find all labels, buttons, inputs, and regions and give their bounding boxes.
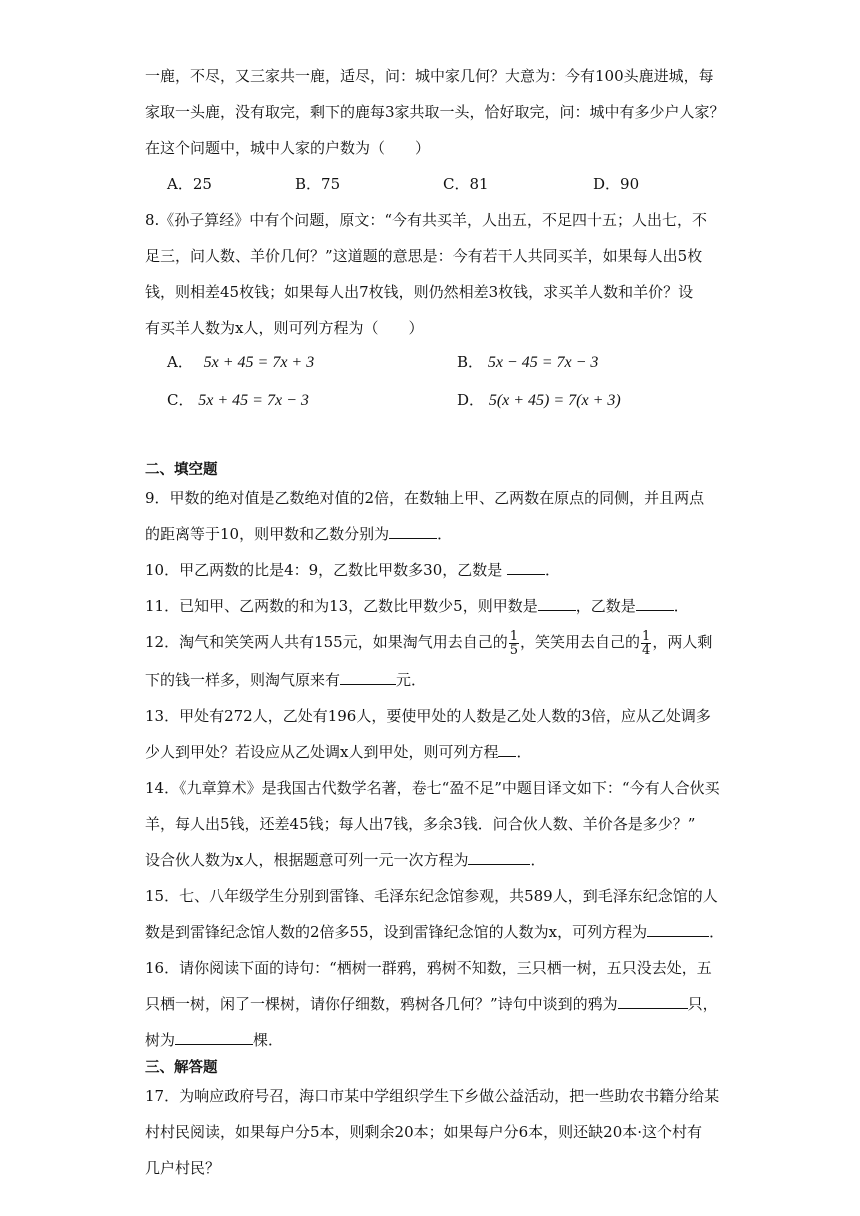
q15-text: 数是到雷锋纪念馆人数的2倍多55，设到雷锋纪念馆的人数为x，可列方程为 bbox=[145, 923, 648, 941]
q7-option-d: D．90 bbox=[593, 175, 640, 193]
q10-text: 10．甲乙两数的比是4：9，乙数比甲数多30，乙数是 bbox=[145, 561, 508, 579]
q8-line-2: 足三，问人数、羊价几何？”这道题的意思是：今有若干人共同买羊，如果每人出5枚 bbox=[145, 247, 703, 265]
q14-line-1: 14．《九章算术》是我国古代数学名著，卷七“盈不足”中题目译文如下：“今有人合伙买 bbox=[145, 779, 720, 797]
q15-end: ． bbox=[709, 923, 725, 941]
q14-end: ． bbox=[530, 851, 546, 869]
q11-mid: ，乙数是 bbox=[575, 597, 636, 615]
q10-answer-blank[interactable] bbox=[507, 560, 545, 575]
q8-line-4: 有买羊人数为x人，则可列方程为（ ） bbox=[145, 319, 424, 337]
q10-line bbox=[145, 560, 560, 580]
q8-line-1: 8.《孙子算经》中有个问题，原文：“今有共买羊，人出五，不足四十五；人出七，不 bbox=[145, 211, 707, 229]
q17-line-2: 村村民阅读，如果每户分5本，则剩余20本；如果每户分6本，则还缺20本·这个村有 bbox=[145, 1123, 703, 1141]
q16-line-1: 16．请你阅读下面的诗句：“栖树一群鸦，鸦树不知数，三只栖一树，五只没去处，五 bbox=[145, 959, 712, 977]
q9-end: ． bbox=[437, 525, 453, 543]
q12-fraction-1 bbox=[509, 630, 519, 657]
q16-line-3 bbox=[145, 1030, 283, 1050]
q12-line-2 bbox=[145, 670, 426, 690]
q14-answer-blank[interactable] bbox=[468, 850, 530, 865]
q9-answer-blank[interactable] bbox=[389, 524, 437, 539]
q8-option-a bbox=[167, 352, 314, 373]
q8-option-b-label: B． bbox=[457, 353, 484, 371]
q11-text: 11．已知甲、乙两数的和为13，乙数比甲数少5，则甲数是 bbox=[145, 597, 538, 615]
q7-line-3: 在这个问题中，城中人家的户数为（ ） bbox=[145, 139, 431, 157]
q8-option-c-formula: 5x + 45 = 7x − 3 bbox=[198, 392, 309, 409]
q8-option-b-formula: 5x − 45 = 7x − 3 bbox=[487, 354, 599, 371]
q12-text-a: 12．淘气和笑笑两人共有155元，如果淘气用去自己的 bbox=[145, 633, 508, 651]
q8-option-d bbox=[457, 390, 621, 411]
q12-fraction-2 bbox=[641, 630, 651, 657]
q10-end: ． bbox=[545, 561, 561, 579]
q12-text-d: 下的钱一样多，则淘气原来有 bbox=[145, 671, 341, 689]
q16-text-2: 树为 bbox=[145, 1031, 176, 1049]
section-answer-heading: 三、解答题 bbox=[145, 1060, 218, 1076]
q13-line-1: 13．甲处有272人，乙处有196人，要使甲处的人数是乙处人数的3倍，应从乙处调多 bbox=[145, 707, 711, 725]
q7-option-b: B．75 bbox=[295, 175, 341, 193]
q8-option-c-label: C． bbox=[167, 391, 194, 409]
q13-text: 少人到甲处？若设应从乙处调x人到甲处，则可列方程 bbox=[145, 743, 499, 761]
q17-line-3: 几户村民？ bbox=[145, 1159, 221, 1177]
q8-option-b bbox=[457, 352, 598, 373]
q7-option-a: A．25 bbox=[167, 175, 212, 193]
q16-line-2 bbox=[145, 994, 718, 1014]
q14-line-3 bbox=[145, 850, 545, 870]
q11-line bbox=[145, 596, 689, 616]
q8-option-a-label: A． bbox=[167, 353, 193, 371]
q15-line-1: 15．七、八年级学生分别到雷锋、毛泽东纪念馆参观，共589人，到毛泽东纪念馆的人 bbox=[145, 887, 718, 905]
section-fill-in-heading: 二、填空题 bbox=[145, 462, 218, 478]
q8-option-d-formula: 5(x + 45) = 7(x + 3) bbox=[488, 392, 621, 409]
q15-answer-blank[interactable] bbox=[647, 922, 709, 937]
q16-answer-blank-1[interactable] bbox=[618, 994, 688, 1009]
q8-line-3: 钱，则相差45枚钱；如果每人出7枚钱，则仍然相差3枚钱，求买羊人数和羊价？设 bbox=[145, 283, 694, 301]
q12-fraction-2-numerator: 1 bbox=[642, 628, 651, 644]
q12-fraction-1-denominator: 5 bbox=[509, 642, 519, 658]
q12-text-b: ，笑笑用去自己的 bbox=[520, 633, 641, 651]
q12-fraction-1-numerator: 1 bbox=[509, 628, 519, 644]
q8-option-d-label: D． bbox=[457, 391, 485, 409]
q11-answer-blank-2[interactable] bbox=[636, 596, 674, 611]
q13-line-2 bbox=[145, 742, 531, 762]
q16-mid: 只， bbox=[687, 995, 718, 1013]
q12-fraction-2-denominator: 4 bbox=[642, 642, 651, 658]
q7-line-2: 家取一头鹿，没有取完，剩下的鹿每3家共取一头，恰好取完，问：城中有多少户人家？ bbox=[145, 103, 725, 121]
q12-text-e: 元． bbox=[396, 671, 427, 689]
q12-text-c: ，两人剩 bbox=[652, 633, 713, 651]
q9-text: 的距离等于10，则甲数和乙数分别为 bbox=[145, 525, 390, 543]
q12-line-1 bbox=[145, 628, 712, 657]
q9-line-2 bbox=[145, 524, 452, 544]
q8-option-c bbox=[167, 390, 309, 411]
q13-answer-blank[interactable] bbox=[498, 742, 516, 757]
q14-line-2: 羊，每人出5钱，还差45钱；每人出7钱，多余3钱．问合伙人数、羊价各是多少？” bbox=[145, 815, 696, 833]
q7-option-c: C．81 bbox=[443, 175, 489, 193]
q16-answer-blank-2[interactable] bbox=[175, 1030, 253, 1045]
q9-line-1: 9．甲数的绝对值是乙数绝对值的2倍，在数轴上甲、乙两数在原点的同侧，并且两点 bbox=[145, 489, 705, 507]
q8-option-a-formula: 5x + 45 = 7x + 3 bbox=[203, 354, 315, 371]
q16-text: 只栖一树，闲了一棵树，请你仔细数，鸦树各几何？”诗句中谈到的鸦为 bbox=[145, 995, 618, 1013]
q15-line-2 bbox=[145, 922, 724, 942]
q11-answer-blank-1[interactable] bbox=[538, 596, 576, 611]
q16-end: 棵． bbox=[253, 1031, 284, 1049]
q7-line-1: 一鹿，不尽，又三家共一鹿，适尽，问：城中家几何？大意为：今有100头鹿进城，每 bbox=[145, 67, 714, 85]
q14-text: 设合伙人数为x人，根据题意可列一元一次方程为 bbox=[145, 851, 469, 869]
q12-answer-blank[interactable] bbox=[340, 670, 396, 685]
q17-line-1: 17．为响应政府号召，海口市某中学组织学生下乡做公益活动，把一些助农书籍分给某 bbox=[145, 1087, 720, 1105]
q13-end: ． bbox=[516, 743, 532, 761]
q11-end: ． bbox=[673, 597, 689, 615]
